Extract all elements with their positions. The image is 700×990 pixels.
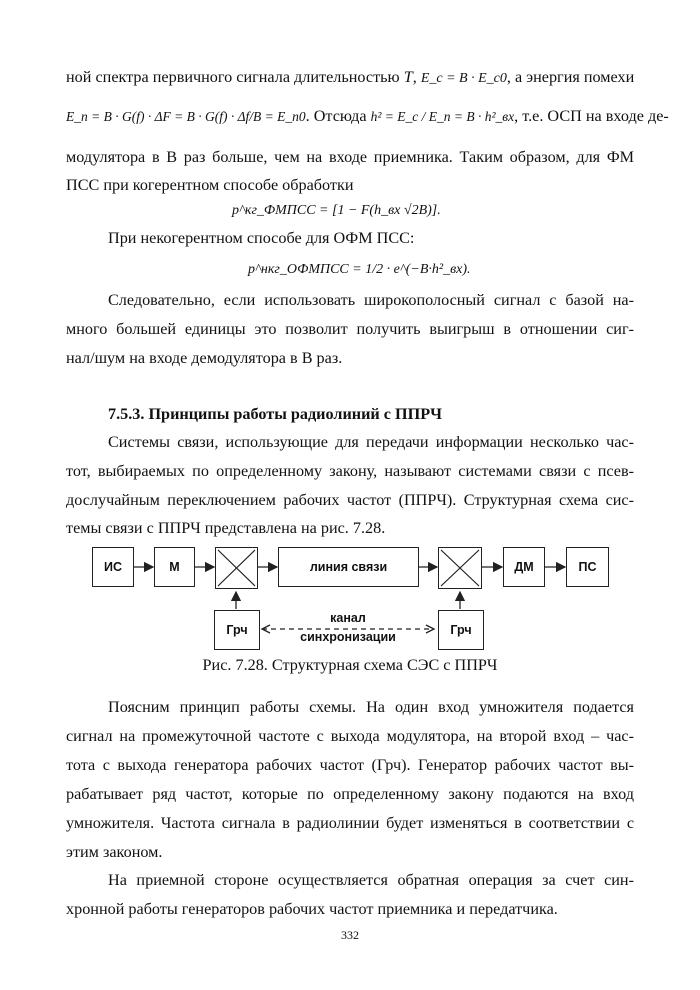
block-multiplier-rx xyxy=(438,547,482,589)
p2-line-4: темы связи с ППРЧ представлена на рис. 7.28. xyxy=(66,519,386,537)
section-heading: 7.5.3. Принципы работы радиолиний с ППРЧ xyxy=(108,405,442,423)
p3-line-3: тота с выхода генератора рабочих частот (Грч). Генератор рабочих частот вы- xyxy=(66,756,634,774)
line2-tail: , т.е. ОСП на входе де- xyxy=(514,107,669,125)
formula-ofm-pss: p^нкг_ОФМПСС = 1/2 · e^(−B·h²_вх). xyxy=(248,262,471,277)
formula-ec xyxy=(421,71,507,86)
text-line-3: модулятора в B раз больше, чем на входе приемника. Таким образом, для ФМ xyxy=(66,148,634,166)
block-ps: ПС xyxy=(566,547,609,587)
figure-caption: Рис. 7.28. Структурная схема СЭС с ППРЧ xyxy=(202,656,498,674)
block-is: ИС xyxy=(92,547,134,587)
text-line-4: ПСС при когерентном способе обработки xyxy=(66,176,354,194)
line2-mid: . Отсюда xyxy=(305,107,367,125)
p4-line-2: хронной работы генераторов рабочих частот приемника и передатчика. xyxy=(66,900,558,918)
text-line-8: нал/шум на входе демодулятора в B раз. xyxy=(66,349,343,367)
text-line-2 xyxy=(66,106,669,136)
text-line-7: много большей единицы это позволит получить выигрыш в отношении сиг- xyxy=(66,320,634,338)
page-number: 332 xyxy=(341,928,359,942)
text-line-1: ной спектра первичного сигнала длительностью T, E_c = B · E_c0, а энергия помехи xyxy=(66,68,635,86)
block-grch-rx: Грч xyxy=(438,610,484,650)
multiplier-cross-icon xyxy=(439,548,481,588)
formula-h: h² = E_c / E_п = B · h²_вх xyxy=(370,109,515,124)
formula-ec-text: E_c = B · E_c0 xyxy=(420,71,507,86)
text-line-5: При некогерентном способе для ОФМ ПСС: xyxy=(108,229,415,247)
block-m: М xyxy=(154,547,195,587)
line1-text: ной спектра первичного сигнала длительностью xyxy=(66,68,400,86)
p3-line-5: умножителя. Частота сигнала в радиолинии будет изменяться в соответствии с xyxy=(66,814,634,832)
sync-label-1: канал xyxy=(330,611,366,625)
p3-line-6: этим законом. xyxy=(66,843,163,861)
sync-arrow-right xyxy=(426,625,434,633)
multiplier-cross-icon xyxy=(216,548,257,588)
p3-line-4: рабатывает ряд частот, которые по определенному закону подаются на вход xyxy=(66,785,634,803)
p2-line-2: тот, выбираемых по определенному закону, называют системами связи с псев- xyxy=(66,462,634,480)
p2-line-3: дослучайным переключением рабочих частот (ППРЧ). Структурная схема сис- xyxy=(66,491,634,509)
formula-fm-pss: p^кг_ФМПСС = [1 − F(h_вх √2B)]. xyxy=(232,203,441,218)
line1-tail: , а энергия помехи xyxy=(506,68,635,86)
p2-line-1: Системы связи, использующие для передачи информации несколько час- xyxy=(108,433,634,451)
block-dm: ДМ xyxy=(503,547,545,587)
p3-line-1: Поясним принцип работы схемы. На один вход умножителя подается xyxy=(108,698,634,716)
sync-arrow-left xyxy=(262,625,270,633)
text-line-6: Следовательно, если использовать широкополосный сигнал с базой на- xyxy=(108,291,634,309)
p3-line-2: сигнал на промежуточной частоте с выхода модулятора, на второй вход – час- xyxy=(66,727,634,745)
block-grch-tx: Грч xyxy=(214,610,260,650)
block-line: линия связи xyxy=(278,547,419,587)
formula-en: E_п = B · G(f) · ΔF = B · G(f) · Δf/B = E_п0 xyxy=(66,109,306,124)
p4-line-1: На приемной стороне осуществляется обратная операция за счет син- xyxy=(108,871,634,889)
block-multiplier-tx xyxy=(215,547,258,589)
sync-label-2: синхронизации xyxy=(300,630,396,644)
symbol-T: T xyxy=(403,68,413,86)
